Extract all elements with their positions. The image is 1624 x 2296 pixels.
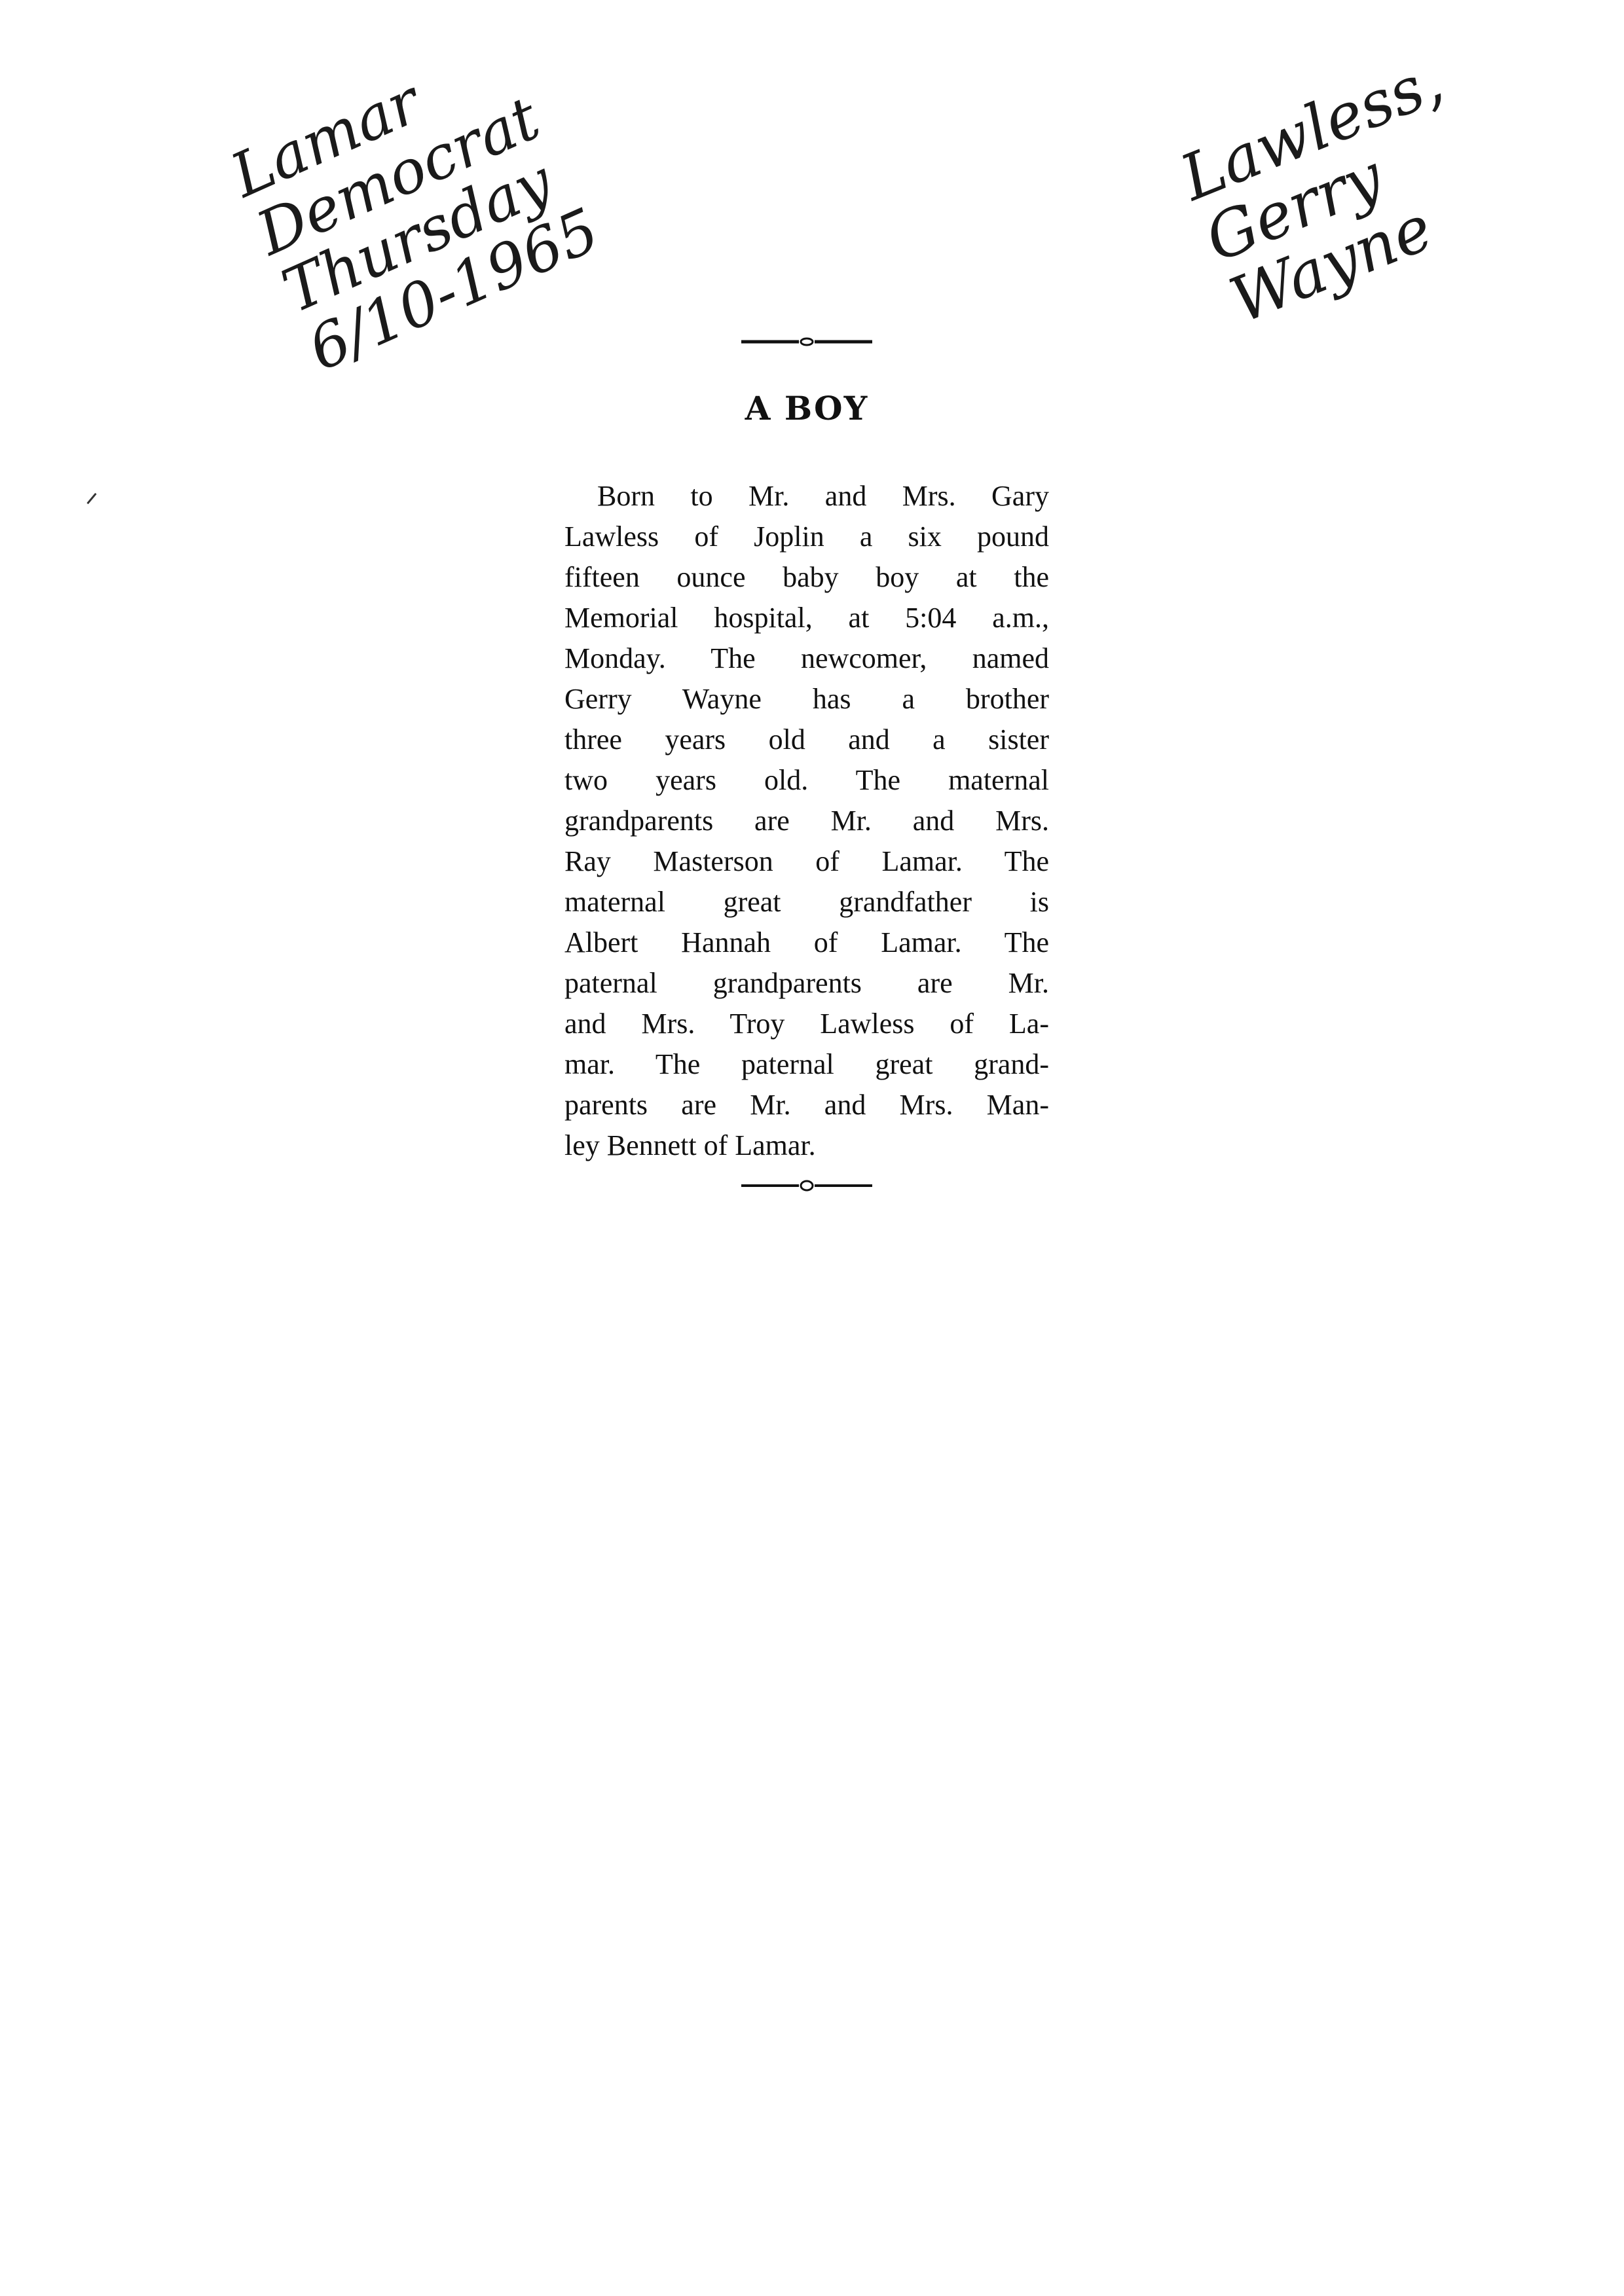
article-body <box>564 476 1049 1166</box>
article-line: ley Bennett of Lamar. <box>564 1129 816 1161</box>
article-line: Born to Mr. and Mrs. Gary <box>597 480 1049 512</box>
newspaper-clipping <box>564 334 1049 1194</box>
stray-pen-mark <box>86 493 96 504</box>
top-rule-divider <box>741 334 872 350</box>
article-line: Lawless of Joplin a six pound <box>564 520 1049 553</box>
article-line: two years old. The maternal <box>564 764 1049 796</box>
article-line: Memorial hospital, at 5:04 a.m., <box>564 602 1049 634</box>
article-line: parents are Mr. and Mrs. Man- <box>564 1089 1049 1121</box>
article-line: fifteen ounce baby boy at the <box>564 561 1049 593</box>
handwritten-note-name: Lawless, Gerry Wayne <box>1170 44 1453 338</box>
handwritten-note-date: Lamar Democrat Thursday 6/10-1965 <box>221 66 609 384</box>
article-line: paternal grandparents are Mr. <box>564 967 1049 999</box>
article-line: three years old and a sister <box>564 723 1049 756</box>
article-line: Ray Masterson of Lamar. The <box>564 845 1049 877</box>
article-line: Monday. The newcomer, named <box>564 642 1049 674</box>
bottom-rule-divider <box>741 1178 872 1194</box>
article-line: grandparents are Mr. and Mrs. <box>564 805 1049 837</box>
article-line: and Mrs. Troy Lawless of La- <box>564 1008 1049 1040</box>
article-line: Gerry Wayne has a brother <box>564 683 1049 715</box>
article-line: maternal great grandfather is <box>564 886 1049 918</box>
article-headline: A BOY <box>745 389 869 428</box>
article-line: mar. The paternal great grand- <box>564 1048 1049 1080</box>
article-line: Albert Hannah of Lamar. The <box>564 926 1049 958</box>
